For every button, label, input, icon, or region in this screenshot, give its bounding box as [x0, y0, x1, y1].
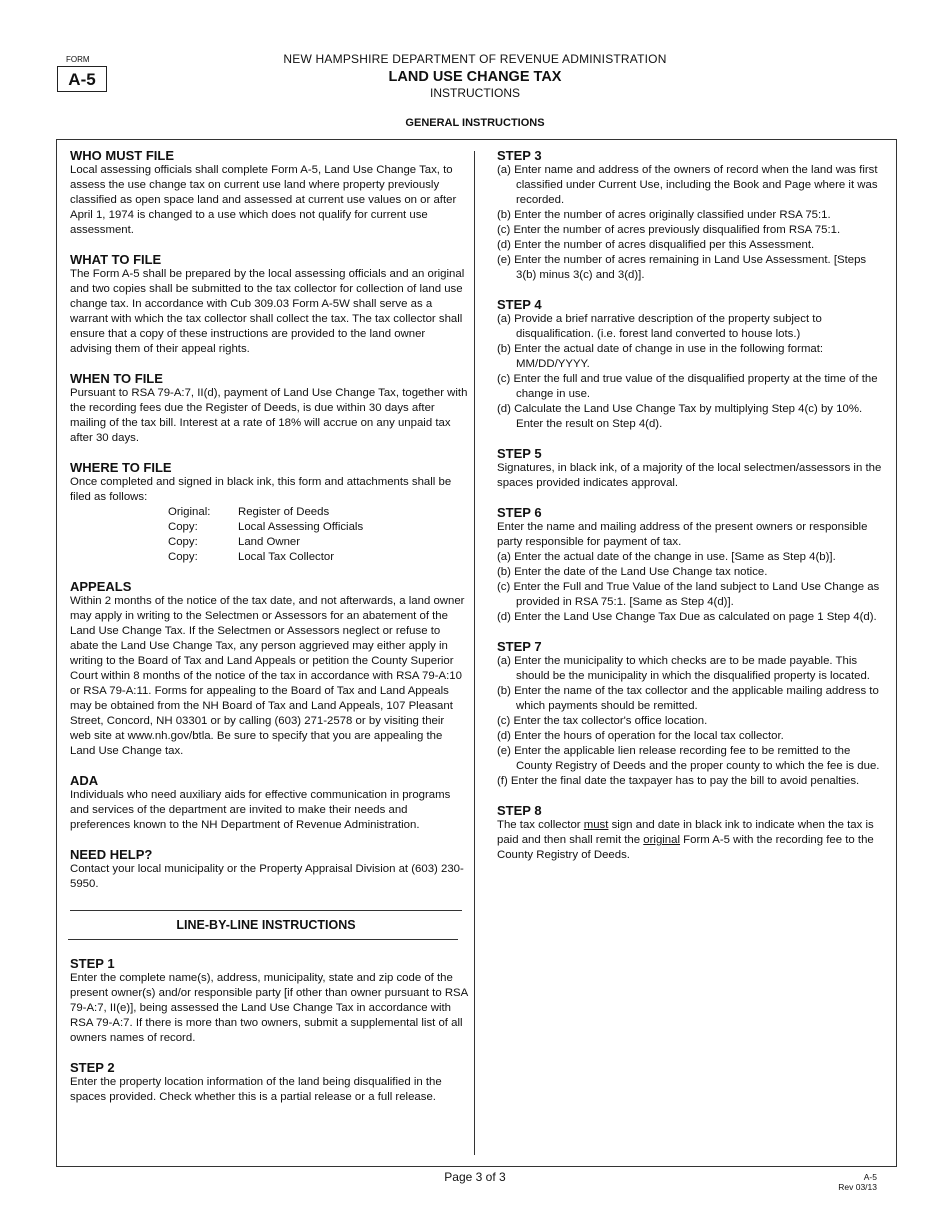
where-to-file-section — [70, 460, 468, 565]
step3-item: (d) Enter the number of acres disqualified per this Assessment. — [497, 239, 815, 251]
step7-item: (b) Enter the name of the tax collector and the applicable mailing address to which payments should be remitted. — [497, 685, 879, 712]
step3-heading: STEP 3 — [497, 148, 542, 163]
step3-section — [497, 148, 889, 283]
filing-recipient: Land Owner — [238, 536, 301, 548]
step5-text: Signatures, in black ink, of a majority of the local selectmen/assessors in the spaces provided indicates approval. — [497, 462, 882, 489]
step4-item: (b) Enter the actual date of change in use in the following format: MM/DD/YYYY. — [497, 343, 824, 370]
step3-item: (e) Enter the number of acres remaining in Land Use Assessment. [Steps 3(b) minus 3(c) and 3(d)]. — [497, 254, 867, 281]
step3-item: (a) Enter name and address of the owners of record when the land was first classified under Current Use, including the Book and Page where it was recorded. — [497, 164, 878, 206]
step8-emphasis-must: must — [583, 819, 609, 831]
step5-section — [497, 446, 889, 491]
step6-item: (b) Enter the date of the Land Use Change tax notice. — [497, 566, 768, 578]
ada-text: Individuals who need auxiliary aids for effective communication in programs and services of the department are invited to make their needs and preferences known to the NH Department of Revenue Administration. — [70, 789, 451, 831]
step8-emphasis-original: original — [643, 834, 681, 846]
step6-text: Enter the name and mailing address of the present owners or responsible party responsible for payment of tax. — [497, 521, 868, 548]
form-label: FORM — [66, 55, 90, 64]
appeals-text: Within 2 months of the notice of the tax date, and not afterwards, a land owner may apply in writing to the Selectmen or Assessors for an abatement of the Land Use Change Tax. If the Selectmen or Assessors neglect or refuse to abate the Land Use Change Tax, any person aggrieved may either apply in writing to the Board of Tax and Land Appeals or petition the County Superior Court within 8 months of the notice of the tax in accordance with RSA 79-A:10 or RSA 79-A:11. Forms for appealing to the Board of Tax and Land Appeals may be obtained from the NH Board of Tax and Land Appeals, 107 Pleasant Street, Concord, NH 03301 or by calling (603) 271-2578 or by visiting their web site at www.nh.gov/btla. Be sure to specify that you are appealing the Land Use Change tax. — [70, 595, 465, 757]
step7-item: (a) Enter the municipality to which checks are to be made payable. This should be the municipality in which the disqualified property is located. — [497, 655, 870, 682]
step4-item: (c) Enter the full and true value of the disqualified property at the time of the change in use. — [497, 373, 878, 400]
rule-bottom — [68, 939, 458, 940]
line-by-line-heading: LINE-BY-LINE INSTRUCTIONS — [176, 918, 356, 932]
step1-heading: STEP 1 — [70, 956, 115, 971]
form-number-box: A-5 — [57, 66, 107, 92]
filing-recipient: Local Assessing Officials — [238, 521, 364, 533]
where-to-file-heading: WHERE TO FILE — [70, 460, 172, 475]
step2-heading: STEP 2 — [70, 1060, 115, 1075]
need-help-heading: NEED HELP? — [70, 847, 153, 862]
filing-copy-type: Original: — [168, 506, 211, 518]
who-must-file-section — [70, 148, 468, 238]
what-to-file-text: The Form A-5 shall be prepared by the local assessing officials and an original and two copies shall be submitted to the tax collector for collection of land use change tax. In accordance with Cub 309.03 Form A-5W shall serve as a warrant with which the tax collector shall collect the tax. The tax collector shall ensure that a copy of these instructions are provided to the land owner advising them of their appeal rights. — [70, 268, 465, 355]
line-by-line-banner — [70, 910, 468, 940]
step4-heading: STEP 4 — [497, 297, 542, 312]
left-column — [70, 148, 468, 1105]
step6-item: (a) Enter the actual date of the change in use. [Same as Step 4(b)]. — [497, 551, 836, 563]
what-to-file-section — [70, 252, 468, 357]
rule-top — [70, 910, 462, 911]
step7-item: (e) Enter the applicable lien release recording fee to be remitted to the County Registry of Deeds and the proper county to which the fee is due. — [497, 745, 880, 772]
step7-item: (c) Enter the tax collector's office location. — [497, 715, 708, 727]
page-number: Page 3 of 3 — [444, 1170, 506, 1184]
step8-section — [497, 803, 889, 863]
ada-section — [70, 773, 468, 833]
step8-text-part: Form A-5 with the recording fee to the County Registry of Deeds. — [497, 834, 874, 861]
filing-recipient: Register of Deeds — [238, 506, 330, 518]
appeals-heading: APPEALS — [70, 579, 132, 594]
filing-recipient: Local Tax Collector — [238, 551, 335, 563]
filing-row — [168, 505, 363, 520]
step3-list — [497, 163, 889, 283]
general-instructions-heading: GENERAL INSTRUCTIONS — [405, 117, 545, 129]
step2-text: Enter the property location information of the land being disqualified in the spaces provided. Check whether this is a partial release or a full release. — [70, 1076, 442, 1103]
ada-heading: ADA — [70, 773, 99, 788]
page-title: LAND USE CHANGE TAX — [388, 69, 562, 85]
column-divider — [474, 151, 475, 1155]
who-must-file-heading: WHO MUST FILE — [70, 148, 174, 163]
step3-item: (b) Enter the number of acres originally classified under RSA 75:1. — [497, 209, 831, 221]
when-to-file-text: Pursuant to RSA 79-A:7, II(d), payment of Land Use Change Tax, together with the recording fees due the Register of Deeds, is due within 30 days after mailing of the tax bill. Interest at a rate of 18% will accrue on any unpaid tax after 30 days. — [70, 387, 468, 444]
step4-list — [497, 312, 889, 432]
step8-text-part: sign and date in black ink to indicate when the tax is paid and then shall remit the — [497, 819, 874, 846]
step6-item: (c) Enter the Full and True Value of the land subject to Land Use Change as provided in RSA 75:1. [Same as Step 4(d)]. — [497, 581, 880, 608]
step7-list — [497, 654, 889, 789]
filing-copy-type: Copy: — [168, 521, 198, 533]
need-help-section — [70, 847, 468, 892]
where-to-file-text: Once completed and signed in black ink, this form and attachments shall be filed as follows: — [70, 476, 452, 503]
revision-date: Rev 03/13 — [838, 1182, 877, 1192]
step4-item: (d) Calculate the Land Use Change Tax by multiplying Step 4(c) by 10%. Enter the result on Step 4(d). — [497, 403, 863, 430]
filing-copy-type: Copy: — [168, 536, 198, 548]
when-to-file-heading: WHEN TO FILE — [70, 371, 163, 386]
right-column — [497, 148, 889, 863]
step8-heading: STEP 8 — [497, 803, 542, 818]
filing-distribution-table — [168, 505, 363, 565]
filing-row — [168, 550, 363, 565]
step4-item: (a) Provide a brief narrative description of the property subject to disqualification. (i.e. forest land converted to house lots.) — [497, 313, 822, 340]
step7-heading: STEP 7 — [497, 639, 542, 654]
step5-heading: STEP 5 — [497, 446, 542, 461]
revision-block — [838, 1172, 877, 1192]
step1-text: Enter the complete name(s), address, municipality, state and zip code of the present owner(s) and/or responsible party [if other than owner pursuant to RSA 79-A:7, II(e)], being assessed the Land Use Change Tax in accordance with RSA 79-A:7. If there is more than two owners, submit a supplemental list of all owners names of record. — [70, 972, 468, 1044]
step2-section — [70, 1060, 468, 1105]
filing-row — [168, 520, 363, 535]
appeals-section — [70, 579, 468, 759]
step6-item: (d) Enter the Land Use Change Tax Due as calculated on page 1 Step 4(d). — [497, 611, 877, 623]
step7-section — [497, 639, 889, 789]
step8-text-part: The tax collector — [497, 819, 584, 831]
what-to-file-heading: WHAT TO FILE — [70, 252, 162, 267]
filing-row — [168, 535, 363, 550]
who-must-file-text: Local assessing officials shall complete Form A-5, Land Use Change Tax, to assess the use change tax on current use land where property previously classified as open space land and assessed at current use values on or after April 1, 1974 is changed to a use which does not qualify for current use assessment. — [70, 164, 457, 236]
need-help-text: Contact your local municipality or the Property Appraisal Division at (603) 230-5950. — [70, 863, 464, 890]
step6-section — [497, 505, 889, 625]
form-reference: A-5 — [863, 1172, 877, 1182]
step8-text — [497, 818, 889, 863]
page-subtitle: INSTRUCTIONS — [430, 86, 520, 100]
step7-item: (d) Enter the hours of operation for the local tax collector. — [497, 730, 784, 742]
step7-item: (f) Enter the final date the taxpayer has to pay the bill to avoid penalties. — [497, 775, 860, 787]
department-name: NEW HAMPSHIRE DEPARTMENT OF REVENUE ADMINISTRATION — [283, 52, 667, 66]
step6-list — [497, 550, 889, 625]
step4-section — [497, 297, 889, 432]
when-to-file-section — [70, 371, 468, 446]
step1-section — [70, 956, 468, 1046]
step3-item: (c) Enter the number of acres previously disqualified from RSA 75:1. — [497, 224, 841, 236]
filing-copy-type: Copy: — [168, 551, 198, 563]
step6-heading: STEP 6 — [497, 505, 542, 520]
